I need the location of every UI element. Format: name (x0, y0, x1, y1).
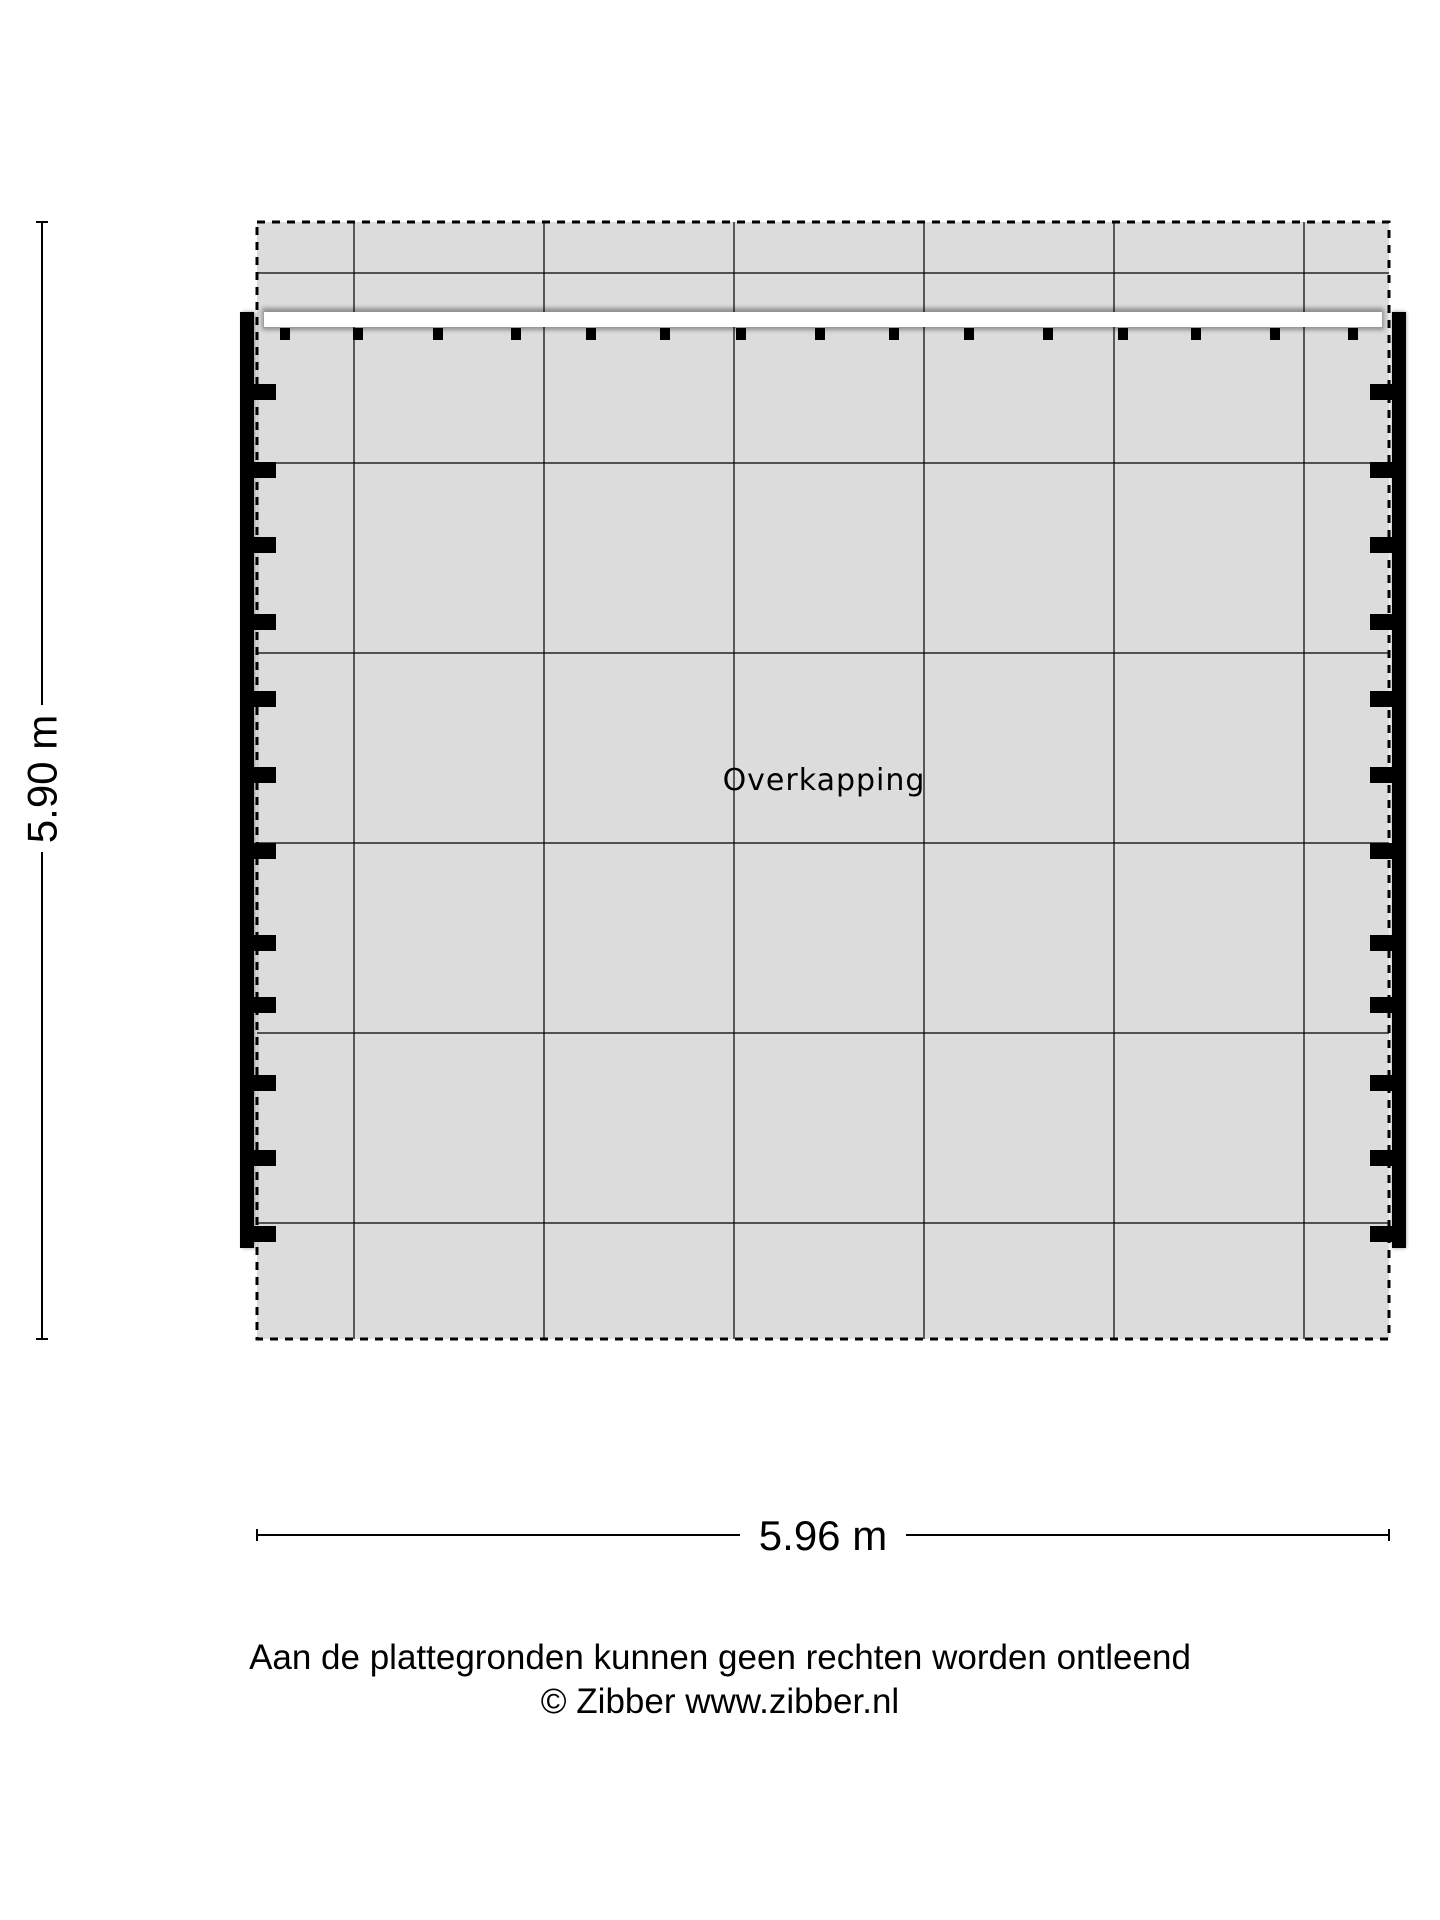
beam-posts (280, 328, 1358, 340)
copyright-text: © Zibber www.zibber.nl (540, 1682, 900, 1721)
right-wall (1392, 312, 1406, 1248)
front-beam (262, 308, 1384, 330)
footer (0, 1636, 1440, 1724)
width-dimension-label: 5.96 m (758, 1512, 888, 1559)
disclaimer-text: Aan de plattegronden kunnen geen rechten worden ontleend (249, 1638, 1191, 1677)
left-wall (240, 312, 256, 1248)
height-dimension-label: 5.90 m (18, 714, 66, 844)
room-label: Overkapping (722, 763, 926, 798)
